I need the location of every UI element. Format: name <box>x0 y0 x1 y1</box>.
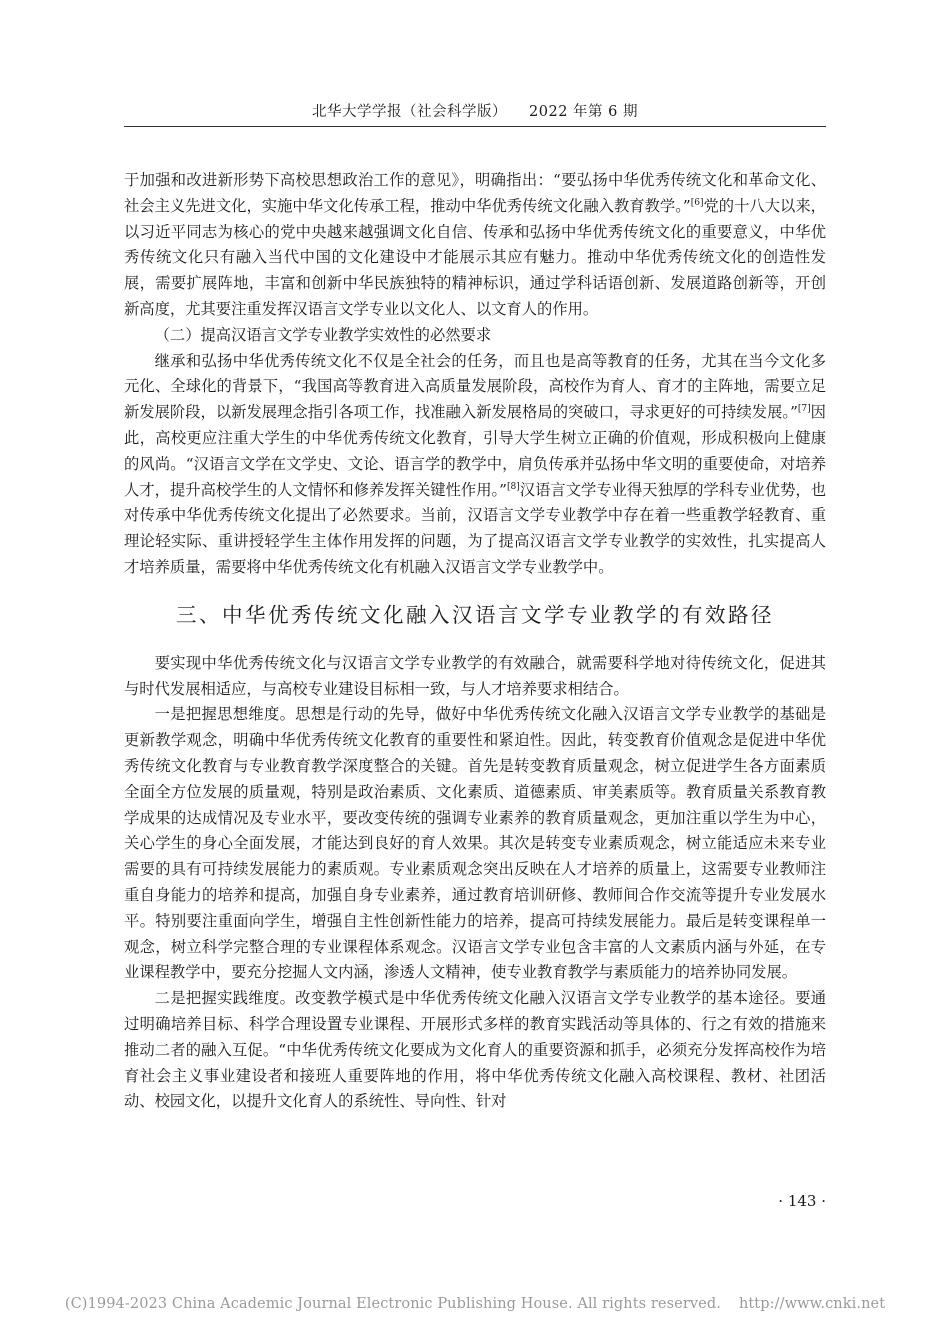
paragraph-continued: 于加强和改进新形势下高校思想政治工作的意见》，明确指出：“要弘扬中华优秀传统文化和革命文化、社会主义先进文化，实施中华文化传承工程，推动中华优秀传统文化融入教育教学。”[6]党的十八大以来，以习近平同志为核心的党中央越来越强调文化自信、传承和弘扬中华优秀传统文化的重要意义，中华优秀传统文化只有融入当代中国的文化建设中才能展示其应有魅力。推动中华优秀传统文化的创造性发展，需要扩展阵地，丰富和创新中华民族独特的精神标识，通过学科话语创新、发展道路创新等，开创新高度，尤其要注重发挥汉语言文学专业以文化人、以文育人的作用。 <box>124 171 826 318</box>
cnki-link[interactable]: http://www.cnki.net <box>738 1296 886 1312</box>
citation-ref: [8] <box>506 481 520 492</box>
paragraph: 继承和弘扬中华优秀传统文化不仅是全社会的任务，而且也是高等教育的任务，尤其在当今文化多元化、全球化的背景下，“我国高等教育进入高质量发展阶段，高校作为育人、育才的主阵地，需要立足新发展阶段，以新发展理念指引各项工作，找准融入新发展格局的突破口，寻求更好的可持续发展。”[7]因此，高校更应注重大学生的中华优秀传统文化教育，引导大学生树立正确的价值观，形成积极向上健康的风尚。“汉语言文学在文学史、文论、语言学的教学中，肩负传承并弘扬中华文明的重要使命，对培养人才，提升高校学生的人文情怀和修养发挥关键性作用。”[8]汉语言文学专业得天独厚的学科专业优势，也对传承中华优秀传统文化提出了必然要求。当前，汉语言文学专业教学中存在着一些重教学轻教育、重理论轻实际、重讲授轻学生主体作用发挥的问题，为了提高汉语言文学专业教学的实效性，扎实提高人才培养质量，需要将中华优秀传统文化有机融入汉语言文学专业教学中。 <box>124 351 826 576</box>
paragraph: 要实现中华优秀传统文化与汉语言文学专业教学的有效融合，就需要科学地对待传统文化，促进其与时代发展相适应，与高校专业建设目标相一致，与人才培养要求相结合。 <box>124 653 826 698</box>
citation-ref: [6] <box>690 197 704 208</box>
header-rule <box>124 126 826 127</box>
subsection-heading: （二）提高汉语言文学专业教学实效性的必然要求 <box>154 325 492 344</box>
article-body <box>124 168 826 1115</box>
section-title: 三、中华优秀传统文化融入汉语言文学专业教学的有效路径 <box>176 602 774 627</box>
issue-label: 2022 年第 6 期 <box>529 104 638 120</box>
journal-name: 北华大学学报（社会科学版） <box>312 104 508 120</box>
citation-ref: [7] <box>797 404 811 415</box>
paragraph: 二是把握实践维度。改变教学模式是中华优秀传统文化融入汉语言文学专业教学的基本途径。要通过明确培养目标、科学合理设置专业课程、开展形式多样的教育实践活动等具体的、行之有效的措施来推动二者的融入互促。“中华优秀传统文化要成为文化育人的重要资源和抓手，必须充分发挥高校作为培育社会主义事业建设者和接班人重要阵地的作用，将中华优秀传统文化融入高校课程、教材、社团活动、校园文化，以提升文化育人的系统性、导向性、针对 <box>124 989 826 1111</box>
copyright-text: (C)1994-2023 China Academic Journal Electronic Publishing House. All rights reserved. <box>64 1296 721 1312</box>
copyright-footer <box>0 1296 950 1312</box>
running-header <box>0 100 950 121</box>
paragraph: 一是把握思想维度。思想是行动的先导，做好中华优秀传统文化融入汉语言文学专业教学的基础是更新教学观念，明确中华优秀传统文化教育的重要性和紧迫性。因此，转变教育价值观念是促进中华优秀传统文化教育与专业教育教学深度整合的关键。首先是转变教育质量观念，树立促进学生各方面素质全面全方位发展的质量观，特别是政治素质、文化素质、道德素质、审美素质等。教育质量关系教育教学成果的达成情况及专业水平，要改变传统的强调专业素养的教育质量观念，更加注重以学生为中心，关心学生的身心全面发展，才能达到良好的育人效果。其次是转变专业素质观念，树立能适应未来专业需要的具有可持续发展能力的素质观。专业素质观念突出反映在人才培养的质量上，这需要专业教师注重自身能力的培养和提高，加强自身专业素养，通过教育培训研修、教师间合作交流等提升专业发展水平。特别要注重面向学生，增强自主性创新性能力的培养，提高可持续发展能力。最后是转变课程单一观念，树立科学完整合理的专业课程体系观念。汉语言文学专业包含丰富的人文素质内涵与外延，在专业课程教学中，要充分挖掘人文内涵，渗透人文精神，使专业教育教学与素质能力的培养协同发展。 <box>124 705 826 982</box>
page-number: · 143 · <box>778 1192 826 1210</box>
